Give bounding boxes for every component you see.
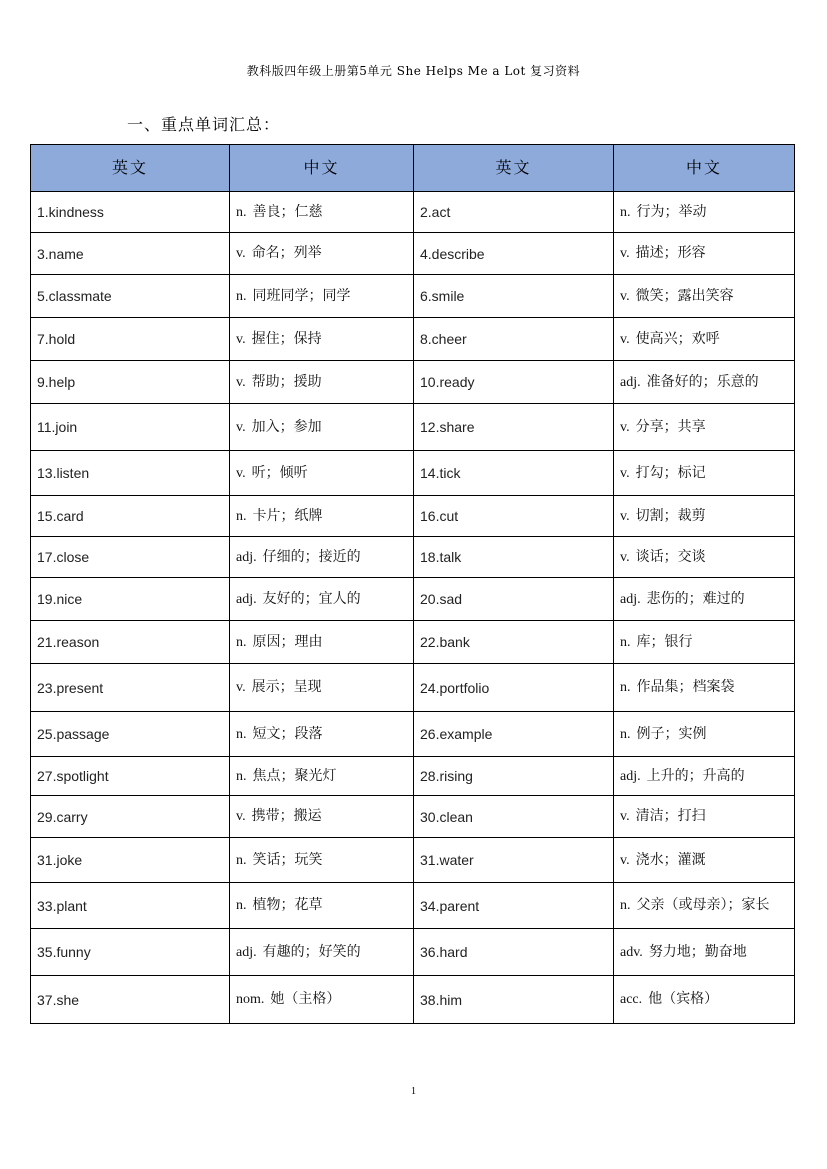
table-row [31, 621, 795, 664]
table-row [31, 976, 795, 1024]
english-word: 29.carry [31, 796, 230, 838]
chinese-meaning [614, 537, 795, 578]
chinese-meaning [614, 451, 795, 496]
part-of-speech: n. [236, 898, 247, 913]
table-row [31, 757, 795, 796]
meaning-text: 描述；形容 [635, 245, 706, 261]
chinese-meaning [614, 757, 795, 796]
meaning-text: 准备好的；乐意的 [646, 373, 759, 390]
english-word: 28.rising [414, 757, 614, 796]
chinese-meaning [614, 621, 795, 664]
meaning-text: 仔细的；接近的 [262, 548, 361, 565]
english-word: 1.kindness [31, 192, 230, 233]
meaning-text: 库；银行 [636, 633, 693, 650]
english-word: 37.she [31, 976, 230, 1024]
part-of-speech: n. [620, 680, 631, 695]
part-of-speech: v. [620, 809, 630, 824]
english-word: 20.sad [414, 578, 614, 621]
meaning-text: 清洁；打扫 [635, 808, 706, 824]
chinese-meaning [614, 929, 795, 976]
chinese-meaning [230, 976, 414, 1024]
table-body [31, 192, 795, 1024]
english-word: 33.plant [31, 883, 230, 929]
meaning-text: 分享；共享 [635, 418, 706, 435]
table-row [31, 318, 795, 361]
table-row [31, 664, 795, 712]
english-word: 12.share [414, 404, 614, 451]
part-of-speech: adj. [620, 374, 641, 390]
part-of-speech: n. [236, 852, 247, 868]
english-word: 5.classmate [31, 275, 230, 318]
english-word: 19.nice [31, 578, 230, 621]
english-word: 17.close [31, 537, 230, 578]
meaning-text: 上升的；升高的 [646, 767, 745, 784]
meaning-text: 例子；实例 [636, 725, 707, 742]
table-row [31, 537, 795, 578]
meaning-text: 加入；参加 [251, 418, 322, 435]
chinese-meaning [614, 976, 795, 1024]
english-word: 10.ready [414, 361, 614, 404]
table-row [31, 275, 795, 318]
meaning-text: 他（宾格） [648, 991, 719, 1007]
english-word: 31.joke [31, 838, 230, 883]
part-of-speech: v. [620, 246, 630, 261]
chinese-meaning [230, 451, 414, 496]
table-row [31, 233, 795, 275]
chinese-meaning [230, 361, 414, 404]
part-of-speech: n. [236, 508, 247, 524]
chinese-meaning [614, 883, 795, 929]
english-word: 13.listen [31, 451, 230, 496]
part-of-speech: n. [620, 204, 631, 220]
meaning-text: 悲伤的；难过的 [646, 590, 745, 607]
table-row [31, 404, 795, 451]
chinese-meaning [230, 838, 414, 883]
english-word: 38.him [414, 976, 614, 1024]
english-word: 14.tick [414, 451, 614, 496]
chinese-meaning [230, 496, 414, 537]
meaning-text: 善良；仁慈 [252, 203, 323, 220]
meaning-text: 作品集；档案袋 [636, 679, 735, 695]
chinese-meaning [230, 233, 414, 275]
meaning-text: 展示；呈现 [251, 679, 322, 695]
meaning-text: 携带；搬运 [251, 808, 322, 824]
part-of-speech: v. [236, 680, 246, 695]
part-of-speech: adj. [620, 768, 641, 784]
part-of-speech: v. [620, 419, 630, 435]
meaning-text: 微笑；露出笑容 [635, 287, 734, 304]
part-of-speech: acc. [620, 992, 643, 1007]
english-word: 25.passage [31, 712, 230, 757]
part-of-speech: n. [236, 288, 247, 304]
english-word: 24.portfolio [414, 664, 614, 712]
part-of-speech: v. [620, 508, 630, 524]
english-word: 18.talk [414, 537, 614, 578]
part-of-speech: n. [236, 768, 247, 784]
meaning-text: 同班同学；同学 [252, 287, 351, 304]
english-word: 22.bank [414, 621, 614, 664]
english-word: 35.funny [31, 929, 230, 976]
part-of-speech: n. [620, 898, 631, 913]
meaning-text: 植物；花草 [252, 897, 323, 913]
english-word: 2.act [414, 192, 614, 233]
chinese-meaning [230, 621, 414, 664]
english-word: 23.present [31, 664, 230, 712]
part-of-speech: v. [236, 419, 246, 435]
chinese-meaning [230, 318, 414, 361]
meaning-text: 打勾；标记 [635, 464, 706, 481]
page-header: 教科版四年级上册第5单元 She Helps Me a Lot 复习资料 [246, 64, 581, 78]
meaning-text: 行为；举动 [636, 203, 707, 220]
meaning-text: 友好的；宜人的 [262, 590, 361, 607]
chinese-meaning [614, 796, 795, 838]
chinese-meaning [230, 796, 414, 838]
meaning-text: 父亲（或母亲）；家长 [636, 897, 770, 913]
chinese-meaning [230, 404, 414, 451]
part-of-speech: v. [620, 288, 630, 304]
part-of-speech: v. [620, 549, 630, 565]
part-of-speech: nom. [236, 992, 265, 1007]
header-english-1: 英文 [31, 145, 230, 192]
chinese-meaning [614, 664, 795, 712]
meaning-text: 卡片；纸牌 [252, 507, 323, 524]
header-english-2: 英文 [414, 145, 614, 192]
english-word: 4.describe [414, 233, 614, 275]
table-row [31, 192, 795, 233]
part-of-speech: adj. [620, 591, 641, 607]
part-of-speech: n. [236, 726, 247, 742]
part-of-speech: adj. [236, 591, 257, 607]
chinese-meaning [230, 192, 414, 233]
chinese-meaning [230, 929, 414, 976]
chinese-meaning [614, 578, 795, 621]
chinese-meaning [614, 318, 795, 361]
table-row [31, 578, 795, 621]
chinese-meaning [614, 712, 795, 757]
meaning-text: 她（主格） [270, 991, 341, 1007]
table-row [31, 361, 795, 404]
meaning-text: 握住；保持 [251, 330, 322, 347]
table-row [31, 838, 795, 883]
part-of-speech: v. [620, 465, 630, 481]
part-of-speech: n. [620, 634, 631, 650]
meaning-text: 帮助；援助 [251, 373, 322, 390]
english-word: 3.name [31, 233, 230, 275]
english-word: 36.hard [414, 929, 614, 976]
part-of-speech: v. [236, 809, 246, 824]
table-row [31, 796, 795, 838]
section-title: 一、重点单词汇总： [127, 115, 281, 134]
english-word: 15.card [31, 496, 230, 537]
chinese-meaning [230, 578, 414, 621]
chinese-meaning [614, 361, 795, 404]
chinese-meaning [230, 537, 414, 578]
part-of-speech: v. [236, 465, 246, 481]
part-of-speech: adj. [236, 944, 257, 960]
chinese-meaning [230, 757, 414, 796]
part-of-speech: v. [236, 246, 246, 261]
part-of-speech: n. [236, 634, 247, 650]
part-of-speech: v. [620, 852, 630, 868]
english-word: 6.smile [414, 275, 614, 318]
table-row [31, 712, 795, 757]
english-word: 11.join [31, 404, 230, 451]
english-word: 31.water [414, 838, 614, 883]
page-number: 1 [411, 1086, 416, 1097]
meaning-text: 切割；裁剪 [635, 507, 706, 524]
chinese-meaning [614, 233, 795, 275]
chinese-meaning [230, 883, 414, 929]
meaning-text: 努力地；勤奋地 [648, 943, 747, 960]
meaning-text: 听；倾听 [251, 464, 308, 481]
chinese-meaning [230, 712, 414, 757]
english-word: 16.cut [414, 496, 614, 537]
english-word: 26.example [414, 712, 614, 757]
part-of-speech: adv. [620, 944, 643, 960]
english-word: 7.hold [31, 318, 230, 361]
meaning-text: 浇水；灌溉 [635, 851, 706, 868]
part-of-speech: v. [236, 331, 246, 347]
header-chinese-2: 中文 [614, 145, 795, 192]
english-word: 27.spotlight [31, 757, 230, 796]
english-word: 34.parent [414, 883, 614, 929]
meaning-text: 命名；列举 [251, 245, 322, 261]
part-of-speech: n. [236, 204, 247, 220]
part-of-speech: v. [620, 331, 630, 347]
english-word: 21.reason [31, 621, 230, 664]
chinese-meaning [614, 275, 795, 318]
chinese-meaning [614, 192, 795, 233]
english-word: 8.cheer [414, 318, 614, 361]
chinese-meaning [230, 275, 414, 318]
chinese-meaning [230, 664, 414, 712]
meaning-text: 笑话；玩笑 [252, 851, 323, 868]
part-of-speech: v. [236, 374, 246, 390]
part-of-speech: adj. [236, 549, 257, 565]
chinese-meaning [614, 496, 795, 537]
table-row [31, 883, 795, 929]
table-row [31, 929, 795, 976]
table-row [31, 496, 795, 537]
header-chinese-1: 中文 [230, 145, 414, 192]
meaning-text: 有趣的；好笑的 [262, 943, 361, 960]
part-of-speech: n. [620, 726, 631, 742]
meaning-text: 使高兴；欢呼 [635, 330, 720, 347]
table-row [31, 451, 795, 496]
meaning-text: 短文；段落 [252, 725, 323, 742]
meaning-text: 原因；理由 [252, 633, 323, 650]
meaning-text: 谈话；交谈 [635, 548, 706, 565]
chinese-meaning [614, 838, 795, 883]
vocabulary-table [30, 144, 795, 1024]
table-header-row [31, 145, 795, 192]
english-word: 9.help [31, 361, 230, 404]
english-word: 30.clean [414, 796, 614, 838]
meaning-text: 焦点；聚光灯 [252, 767, 337, 784]
chinese-meaning [614, 404, 795, 451]
